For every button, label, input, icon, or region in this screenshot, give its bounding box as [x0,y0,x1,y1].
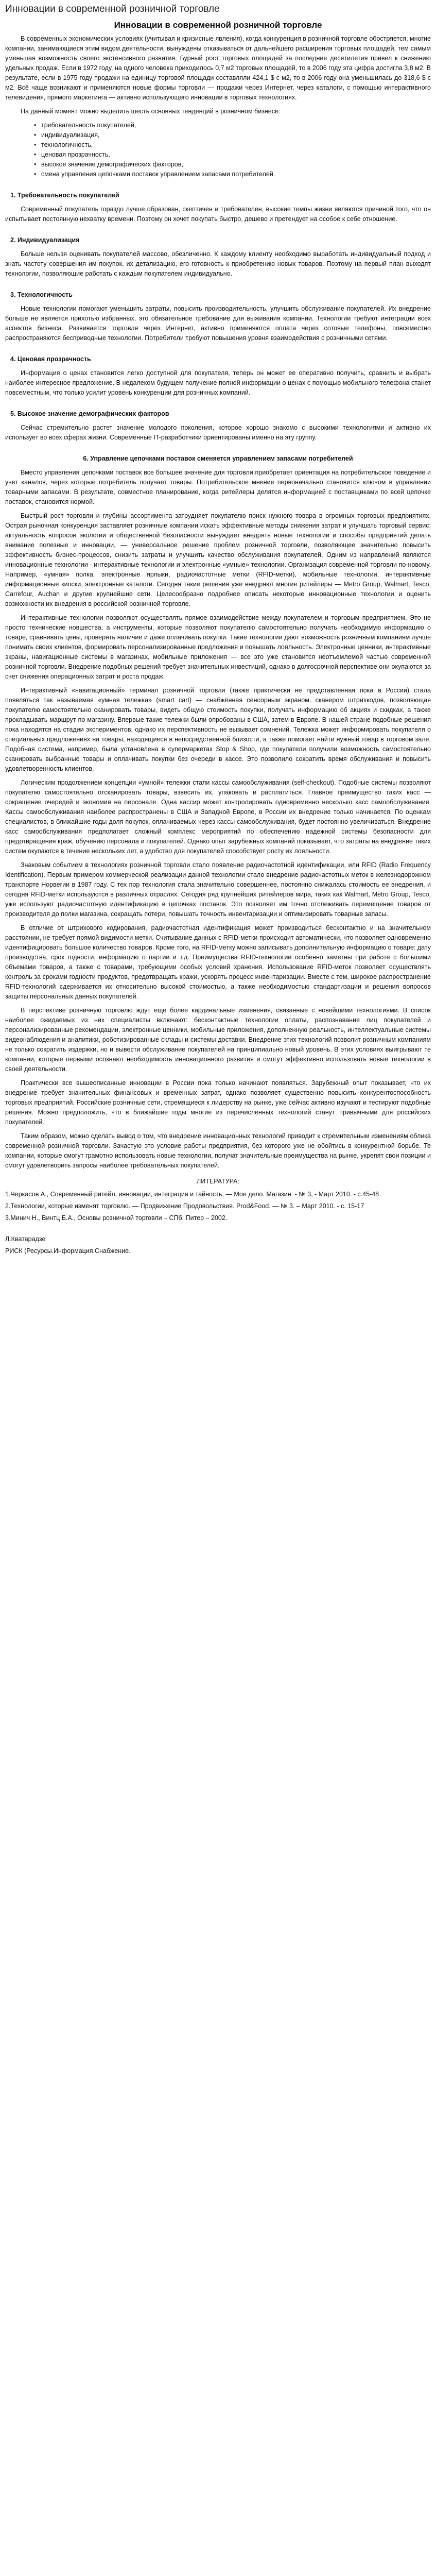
section-heading-2: 2. Индивидуализация [10,236,80,244]
trends-list [34,121,431,179]
author-signature: Л.Кватарадзе [5,1235,46,1243]
intro-paragraph-2: На данный момент можно выделить шесть основных тенденций в розничном бизнесе: [21,108,281,115]
section-paragraph: Логическим продолжением концепции «умной» тележки стали кассы самообслуживания (self-checkout). Подобные системы позволяют покупателю самостоятельно отсканировать товары, взвесить их, упаковать и расплатиться. Главное преимущество таких касс — сокращение очередей и экономия на персонале. Одна кассир может контролировать одновременно несколько касс самообслуживания. Кассы самообслуживания наиболее распространены в США и Западной Европе, в России их внедрение только начинается. По оценкам специалистов, в ближайшие годы доля покупок, оплачиваемых через кассы самообслуживания, будет постоянно увеличиваться. Внедрение касс самообслуживания предполагает сложный комплекс мероприятий по обеспечению надежной системы безопасности для предотвращения краж, обучению персонала и покупателей. Однако опыт зарубежных компаний показывает, что затраты на внедрение таких систем окупаются в течение нескольких лет, а удобство для покупателей способствует росту их лояльности. [5,779,431,855]
section-paragraph: Новые технологии помогают уменьшить затраты, повысить производительность, улучшить обслуживание покупателей. Их внедрение больше не является прихотью избранных, это обязательное требование для выживания компании. Технологии требуют интеграции всех аспектов бизнеса. Развивается торговля через Интернет, активно применяются оплата через сотовые телефоны, повсеместно распространяются бесприводные технологии. Потребители требуют повышения уровня взаимодействия с розничными сетями. [5,305,431,342]
section-heading-3: 3. Технологичность [10,291,73,298]
list-item: • индивидуализация, [34,130,431,140]
reference-item: 2.Технологии, которые изменят торговлю. — Продвижение Продовольствия. Prod&Food. — № 3. – Март 2010. - с. 15-17 [5,1202,364,1210]
reference-item: 1.Черкасов А., Современный ритейл, инновации, интеграция и тайность. — Мое дело. Магазин. - № 3, - Март 2010. - с.45-48 [5,1191,379,1198]
document-title: Инновации в современной розничной торговле [114,20,322,30]
section-paragraph: Информация о ценах становится легко доступной для покупателя, теперь он может ее оперативно получить, сравнить и выбрать наиболее интересное предложение. В недалеком будущем получение полной информации о ценах с помощью мобильного телефона станет повсеместным, что только усилит уровень конкуренции для розничных компаний. [5,369,431,396]
source-footer: РИСК (Ресурсы.Информация.Снабжение. [5,1247,131,1255]
section-heading-5: 5. Высокое значение демографических факторов [10,410,169,417]
section-paragraph: Современный покупатель гораздо лучше образован, скептичен и требователен, высокие темпы жизни являются причиной того, что он испытывает постоянную нехватку времени. Поэтому он хочет покупать быстро, дешево и претендует на особое к себе отношение. [5,206,431,223]
section-paragraph: Таким образом, можно сделать вывод о том, что внедрение инновационных технологий приводит к стремительным изменениям облика современной розничной торговли. Зачастую это условие работы предприятия, без которого уже не обойтись в конкурентной борьбе. Те компании, которые смогут грамотно использовать новые технологии, получат значительные преимущества на рынке, укрепят свои позиции и смогут удовлетворить запросы наиболее требовательных покупателей. [5,1132,431,1169]
section-paragraph: Вместо управления цепочками поставок все большее значение для торговли приобретает ориентация на потребительское поведение и учет каналов, через которые потребитель получает товары. Потребительское мнение первоначально становится ключом в управлении товарными запасами. В результате, совместное планирование, когда ритейлеры делятся информацией с поставщиками по всей цепочке поставок, становится нормой. [5,469,431,505]
page-heading: Инновации в современной розничной торговле [5,4,220,14]
references-heading: ЛИТЕРАТУРА: [197,1178,239,1185]
list-item: • технологичность, [34,140,431,150]
section-paragraph: Больше нельзя оценивать покупателей массово, обезличенно. К каждому клиенту необходимо выработать индивидуальный подход и знать частоту совершения им покупок, их детализацию, его готовность к приобретению новых товаров. Поэтому на первый план выходят технологии, позволяющие работать с каждым покупателем индивидуально. [5,250,431,277]
section-paragraph: Знаковым событием в технологиях розничной торговли стало появление радиочастотной идентификации, или RFID (Radio Frequency Identification). Первым примером коммерческой реализации данной технологии стало внедрение радиочастотных меток в железнодорожном транспорте Норвегии в 1987 году. С тех пор технология стала значительно совершеннее, постоянно снижалась стоимость ее внедрения, и сегодня RFID-метки используются в различных отраслях. Сегодня ряд крупнейших ритейлеров мира, таких как Walmart, Metro Group, Tesco, уже используют радиочастотную идентификацию в цепочках поставок. Это позволяет им точно отслеживать перемещение товаров от производителя до полки магазина, сокращать потери, повышать точность инвентаризации и оптимизировать товарные запасы. [5,861,431,918]
section-heading-4: 4. Ценовая прозрачность [10,355,91,363]
section-heading-1: 1. Требовательность покупателей [10,192,119,199]
section-paragraph: Сейчас стремительно растет значение молодого поколения, которое хорошо знакомо с высокими технологиями и активно их использует во всех сферах жизни. Современные IT-разработчики ориентированы именно на эту группу. [5,424,431,441]
document-page [0,0,436,1256]
section-paragraph: Интерактивные технологии позволяют осуществлять прямое взаимодействие между покупателем и торговым предприятием. Это не просто технические новшества, а инструменты, которые позволяют покупателю самостоятельно получать необходимую информацию о товаре, сравнивать цены, проверять наличие и даже оплачивать покупки. Такие технологии дают возможность розничным компаниям лучше понимать своих клиентов, формировать персонализированные предложения и повышать лояльность. Электронные ценники, интерактивные экраны, навигационные системы в магазинах, мобильные приложения — все это уже становится неотъемлемой частью современной розничной торговли. Внедрение подобных решений требует значительных инвестиций, однако в долгосрочной перспективе они окупаются за счет снижения операционных затрат и роста продаж. [5,614,431,680]
list-item: • ценовая прозрачность, [34,150,431,160]
list-item: • высокое значение демографических факторов, [34,160,431,170]
section-paragraph: В перспективе розничную торговлю ждут еще более кардинальные изменения, связанные с новейшими технологиями. В список наиболее ожидаемых из них специалисты включают: бесконтактные технологии оплаты, распознавание лиц покупателей и персонализированные рекомендации, электронные ценники, мобильные приложения, дополненную реальность, интеллектуальные системы видеонаблюдения и аналитики, роботизированные склады и системы доставки. Внедрение этих технологий позволит розничным компаниям не только сократить издержки, но и вывести обслуживание покупателей на принципиально новый уровень. В этих условиях выигрывают те компании, которые первыми осознают необходимость инновационного развития и смогут эффективно использовать новые технологии в своей деятельности. [5,1007,431,1073]
references-list [5,1190,431,1223]
reference-item: 3.Минич Н., Винтц Б.А., Основы розничной торговли – СПб: Питер – 2002. [5,1214,228,1222]
list-item: • смена управления цепочками поставок управлением запасами потребителей. [34,170,431,179]
section-heading-6: 6. Управление цепочками поставок сменяется управлением запасами потребителей [83,455,353,462]
section-paragraph: В отличие от штрихового кодирования, радиочастотная идентификация может производиться бесконтактно и на значительном расстоянии, не требует прямой видимости метки. Считывание данных с RFID-метки происходит автоматически, что позволяет одновременно идентифицировать большое количество товаров. Кроме того, на RFID-метку можно записывать дополнительную информацию о товаре: дату производства, срок годности, информацию о партии и т.д. Преимущества RFID-технологии особенно заметны при работе с большими объемами товаров, а также с товарами, требующими особых условий хранения. Использование RFID-меток позволяет осуществлять контроль за сроками годности продуктов, предотвращать кражи, ускорять процесс инвентаризации. Вместе с тем, широкое распространение RFID-технологий сдерживается их относительно высокой стоимостью, а также необходимостью стандартизации и решения вопросов защиты персональных данных покупателей. [5,924,431,1000]
intro-paragraph-1: В современных экономических условиях (учитывая и кризисные явления), когда конкуренция в розничной торговле обостряется, многие компании, занимающиеся этим видом деятельности, вынуждены отказываться от дальнейшего расширения торговых площадей, тем самым уменьшая возможность своего экстенсивного развития. Бурный рост торговых площадей за последние десятилетия привел к снижению удельных продаж. Если в 1972 году, на одного человека приходилось 0,7 м2 торговых площадей, то в 2006 году эта цифра достигла 3,8 м2. В результате, если в 1975 году продажи на единицу торговой площади составляли 424,1 $ с м2, то в 2006 году она уменьшилась до 318,6 $ с м2. Всё чаще возникают и применяются новые формы торговли — продажи через Интернет, через каталоги, с помощью интерактивного телевидения, прямого маркетинга — активно использующего инновации в торговых технологиях. [5,35,431,101]
section-paragraph: Интерактивный «навигационный» терминал розничной торговли (также практически не представленная пока в России) стала появляться так называемая «умная тележка» (smart cart) — снабжённая сенсорным экраном, сканером штрихкодов, позволяющая покупателю самостоятельно сканировать товары, видеть общую стоимость покупки, получать информацию об акциях и скидках, а также прокладывать маршрут по магазину. Впервые такие тележки были опробованы в США, затем в Европе. В нашей стране подобные решения пока находятся на стадии экспериментов, однако их перспективность не вызывает сомнений. Тележка может информировать покупателя о специальных предложениях на товары, находящиеся в непосредственной близости, а также помогает найти нужный товар в торговом зале. Подобная система, например, была установлена в супермаркетах Stop & Shop, где покупатели получили возможность самостоятельно сканировать выбранные товары и оплачивать покупки без очереди в кассе. Это позволило сократить время обслуживания и повысить удовлетворенность клиентов. [5,687,431,772]
section-paragraph: Практически все вышеописанные инновации в России пока только начинают появляться. Зарубежный опыт показывает, что их внедрение требует значительных финансовых и временных затрат, однако позволяет существенно повысить конкурентоспособность торговых предприятий. Российские розничные сети, стремящиеся к лидерству на рынке, уже сейчас активно изучают и тестируют подобные решения. Можно предположить, что в ближайшие годы многие из перечисленных технологий станут привычными для российских покупателей. [5,1079,431,1126]
section-paragraph: Быстрый рост торговли и глубины ассортимента затрудняет покупателю поиск нужного товара в огромных торговых предприятиях. Острая рыночная конкуренция заставляет розничные компании искать эффективные методы снижения затрат и улучшать торговый сервис; актуальность вопросов экологии и общественной безопасности вынуждает внедрять новые технологии и способы предприятий делать внимание полезные и инновации, — универсальное решение проблем розничной торговли, позволяющее значительно повысить эффективность бизнес-процессов, снизить затраты и улучшить качество обслуживания покупателей. Одним из направлений являются инновационные технологии - интерактивные технологии и электронные «умные» технологии. Организация современной торговли по-новому. Например, «умная» полка, электронные ярлыки, радиочастотные метки (RFID-метки), мобильные технологии, интерактивные информационные киоски, электронные каталоги. Сегодня такие решения уже внедряют многие ритейлеры — Metro Group, Walmart, Tesco, Carrefour, Auchan и другие крупнейшие сети. Целесообразно подробнее описать некоторые инновационные технологии и оценить возможности их внедрения в российской розничной торговле. [5,512,431,607]
list-item: • требовательность покупателей, [34,121,431,130]
